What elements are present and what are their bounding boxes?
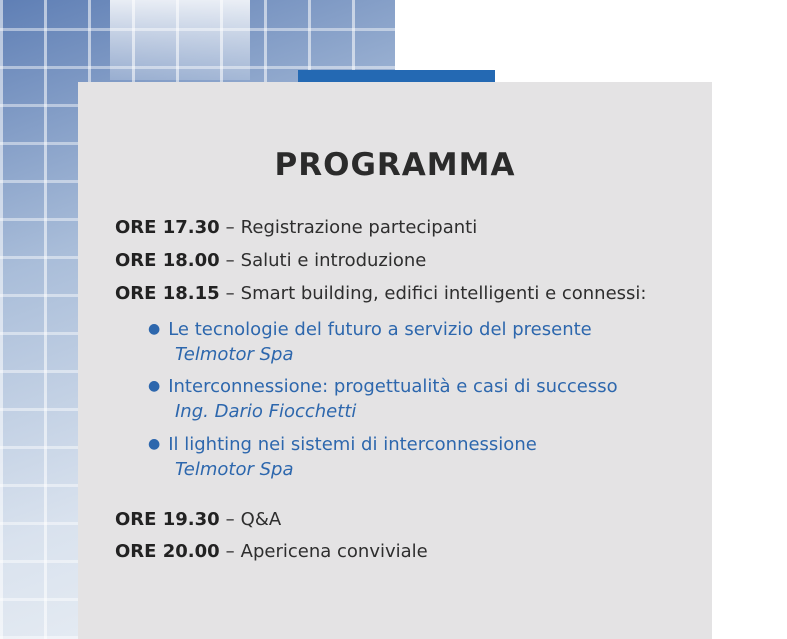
talk-speaker: Ing. Dario Fiocchetti — [175, 401, 357, 422]
schedule-separator: – — [225, 283, 235, 304]
talk-speaker: Telmotor Spa — [175, 344, 294, 365]
schedule-time: ORE 17.30 — [115, 217, 220, 238]
program-title: PROGRAMMA — [274, 147, 516, 183]
schedule-text: Q&A — [240, 509, 282, 530]
schedule-separator: – — [225, 217, 235, 238]
schedule-text: Smart building, edifici intelligenti e connessi: — [240, 283, 647, 304]
schedule-row — [115, 509, 281, 530]
schedule-row — [115, 541, 428, 562]
program-card — [78, 82, 712, 639]
building-glare — [110, 0, 250, 80]
talk-title: Il lighting nei sistemi di interconnessione — [168, 434, 537, 455]
schedule-text: Saluti e introduzione — [240, 250, 427, 271]
schedule-text: Apericena conviviale — [240, 541, 428, 562]
schedule-time: ORE 18.15 — [115, 283, 220, 304]
bullet-icon: ● — [148, 378, 161, 394]
schedule-separator: – — [225, 509, 235, 530]
bullet-icon: ● — [148, 321, 161, 337]
talk-item — [148, 376, 618, 397]
schedule-separator: – — [225, 541, 235, 562]
schedule-row — [115, 217, 477, 238]
schedule-row — [115, 250, 426, 271]
schedule-separator: – — [225, 250, 235, 271]
talk-title: Le tecnologie del futuro a servizio del presente — [168, 319, 592, 340]
talk-title: Interconnessione: progettualità e casi di successo — [168, 376, 618, 397]
schedule-row — [115, 283, 647, 304]
schedule-time: ORE 19.30 — [115, 509, 220, 530]
bullet-icon: ● — [148, 436, 161, 452]
schedule-time: ORE 18.00 — [115, 250, 220, 271]
schedule-time: ORE 20.00 — [115, 541, 220, 562]
talk-item — [148, 319, 592, 340]
talk-item — [148, 434, 537, 455]
talk-speaker: Telmotor Spa — [175, 459, 294, 480]
schedule-text: Registrazione partecipanti — [240, 217, 478, 238]
